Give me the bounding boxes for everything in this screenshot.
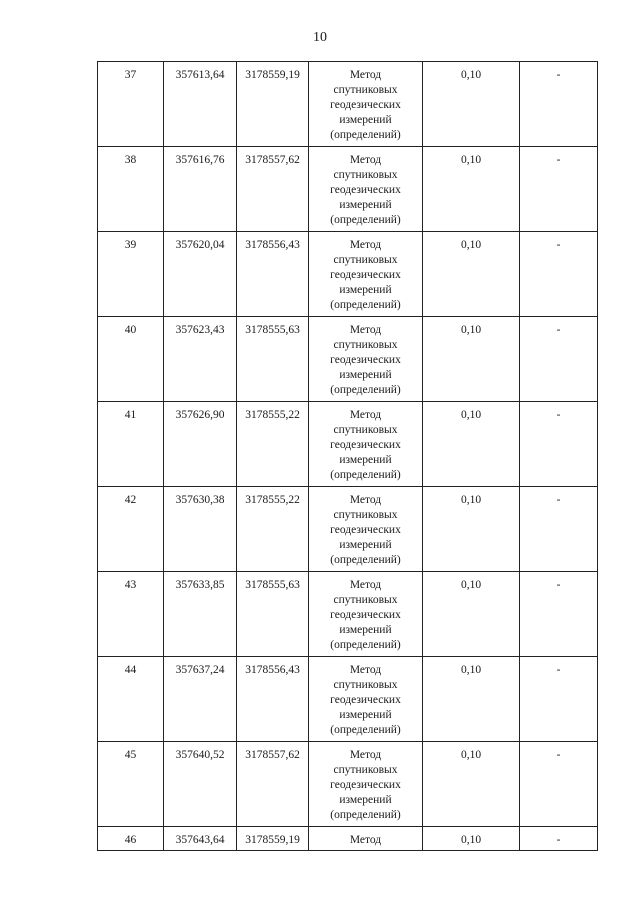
method-line: геодезических (330, 99, 401, 111)
table-row (98, 232, 598, 317)
point-number-cell: 38 (98, 147, 164, 232)
x-coordinate-cell: 357620,04 (164, 232, 237, 317)
y-coordinate-cell: 3178559,19 (237, 827, 309, 851)
method-line: Метод (349, 494, 382, 506)
method-line: геодезических (330, 524, 401, 536)
accuracy-cell: 0,10 (423, 232, 520, 317)
method-line: измерений (339, 539, 392, 551)
table-row (98, 827, 598, 851)
method-line: (определений) (330, 384, 401, 396)
x-coordinate-cell: 357637,24 (164, 657, 237, 742)
accuracy-cell: 0,10 (423, 742, 520, 827)
method-line: Метод (349, 409, 382, 421)
method-line: Метод (349, 664, 382, 676)
note-cell: - (520, 742, 598, 827)
point-number-cell: 41 (98, 402, 164, 487)
method-line: геодезических (330, 354, 401, 366)
method-cell (309, 232, 423, 317)
method-line: спутниковых (333, 679, 398, 691)
method-cell (309, 742, 423, 827)
method-line: спутниковых (333, 339, 398, 351)
method-line: геодезических (330, 609, 401, 621)
note-cell: - (520, 232, 598, 317)
method-line: (определений) (330, 299, 401, 311)
table-row (98, 402, 598, 487)
point-number-cell: 43 (98, 572, 164, 657)
x-coordinate-cell: 357640,52 (164, 742, 237, 827)
method-line: Метод (349, 69, 382, 81)
method-line: (определений) (330, 639, 401, 651)
method-line: измерений (339, 114, 392, 126)
x-coordinate-cell: 357613,64 (164, 62, 237, 147)
point-number-cell: 40 (98, 317, 164, 402)
y-coordinate-cell: 3178557,62 (237, 742, 309, 827)
table-row (98, 487, 598, 572)
method-line: измерений (339, 794, 392, 806)
table-row (98, 317, 598, 402)
method-line: геодезических (330, 779, 401, 791)
accuracy-cell: 0,10 (423, 572, 520, 657)
accuracy-cell: 0,10 (423, 402, 520, 487)
method-line: измерений (339, 284, 392, 296)
note-cell: - (520, 317, 598, 402)
point-number-cell: 45 (98, 742, 164, 827)
y-coordinate-cell: 3178556,43 (237, 657, 309, 742)
table-row (98, 147, 598, 232)
note-cell: - (520, 487, 598, 572)
method-line: измерений (339, 199, 392, 211)
method-line: Метод (349, 154, 382, 166)
method-line: геодезических (330, 269, 401, 281)
y-coordinate-cell: 3178556,43 (237, 232, 309, 317)
method-line: спутниковых (333, 254, 398, 266)
x-coordinate-cell: 357616,76 (164, 147, 237, 232)
table-body (98, 62, 598, 851)
x-coordinate-cell: 357633,85 (164, 572, 237, 657)
method-line: геодезических (330, 694, 401, 706)
method-line: измерений (339, 454, 392, 466)
point-number-cell: 37 (98, 62, 164, 147)
x-coordinate-cell: 357626,90 (164, 402, 237, 487)
y-coordinate-cell: 3178557,62 (237, 147, 309, 232)
method-line: (определений) (330, 554, 401, 566)
method-line: спутниковых (333, 424, 398, 436)
method-line: спутниковых (333, 509, 398, 521)
method-line: спутниковых (333, 764, 398, 776)
method-line: измерений (339, 624, 392, 636)
method-line: геодезических (330, 184, 401, 196)
note-cell: - (520, 657, 598, 742)
note-cell: - (520, 62, 598, 147)
y-coordinate-cell: 3178559,19 (237, 62, 309, 147)
note-cell: - (520, 147, 598, 232)
point-number-cell: 42 (98, 487, 164, 572)
table-row (98, 657, 598, 742)
method-line: измерений (339, 369, 392, 381)
method-cell (309, 487, 423, 572)
method-cell (309, 402, 423, 487)
point-number-cell: 39 (98, 232, 164, 317)
method-line: геодезических (330, 439, 401, 451)
note-cell: - (520, 402, 598, 487)
accuracy-cell: 0,10 (423, 487, 520, 572)
accuracy-cell: 0,10 (423, 62, 520, 147)
accuracy-cell: 0,10 (423, 317, 520, 402)
method-cell (309, 62, 423, 147)
method-line: спутниковых (333, 594, 398, 606)
method-line: Метод (349, 239, 382, 251)
method-line: (определений) (330, 809, 401, 821)
method-line: Метод (349, 579, 382, 591)
coordinates-table (97, 61, 598, 851)
method-line: спутниковых (333, 84, 398, 96)
x-coordinate-cell: 357643,64 (164, 827, 237, 851)
point-number-cell: 44 (98, 657, 164, 742)
method-cell (309, 572, 423, 657)
y-coordinate-cell: 3178555,22 (237, 402, 309, 487)
accuracy-cell: 0,10 (423, 147, 520, 232)
accuracy-cell: 0,10 (423, 827, 520, 851)
method-line: (определений) (330, 469, 401, 481)
method-cell (309, 657, 423, 742)
method-cell (309, 147, 423, 232)
y-coordinate-cell: 3178555,63 (237, 572, 309, 657)
method-line: измерений (339, 709, 392, 721)
method-line: (определений) (330, 129, 401, 141)
page-number: 10 (313, 30, 327, 45)
x-coordinate-cell: 357623,43 (164, 317, 237, 402)
note-cell: - (520, 827, 598, 851)
method-line: Метод (349, 749, 382, 761)
method-line: (определений) (330, 724, 401, 736)
method-line: Метод (349, 834, 382, 846)
point-number-cell: 46 (98, 827, 164, 851)
y-coordinate-cell: 3178555,63 (237, 317, 309, 402)
accuracy-cell: 0,10 (423, 657, 520, 742)
y-coordinate-cell: 3178555,22 (237, 487, 309, 572)
table-row (98, 572, 598, 657)
method-cell (309, 317, 423, 402)
table-row (98, 62, 598, 147)
method-line: спутниковых (333, 169, 398, 181)
method-cell (309, 827, 423, 851)
method-line: (определений) (330, 214, 401, 226)
method-line: Метод (349, 324, 382, 336)
x-coordinate-cell: 357630,38 (164, 487, 237, 572)
note-cell: - (520, 572, 598, 657)
table-row (98, 742, 598, 827)
